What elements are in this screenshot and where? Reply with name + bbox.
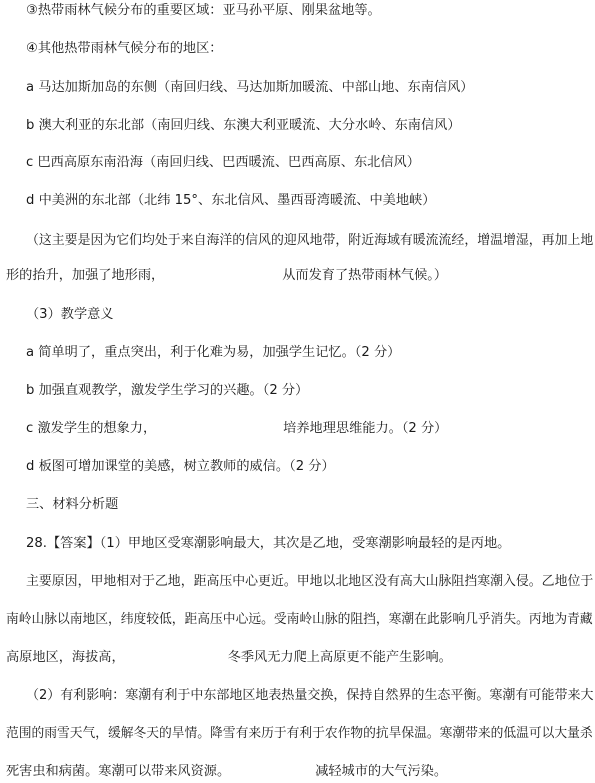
text-fragment: 死害虫和病菌。寒潮可以带来风资源。 xyxy=(6,764,231,779)
text-line-12 xyxy=(26,420,447,438)
text-fragment: 减轻城市的大气污染。 xyxy=(315,764,448,779)
text-line-19: （2）有利影响：寒潮有利于中东部地区地表热量交换，保持自然界的生态平衡。寒潮有可能带来大 xyxy=(26,688,594,703)
text-line-20: 范围的雨雪天气，缓解冬天的旱情。降雪有来历于有利于农作物的抗旱保温。寒潮带来的低温可以大量杀 xyxy=(6,726,593,741)
text-line-7: （这主要是因为它们均处于来自海洋的信风的迎风地带，附近海域有暖流流经，增温增湿，再加上地 xyxy=(26,233,594,248)
text-fragment: 冬季风无力爬上高原更不能产生影响。 xyxy=(227,650,452,665)
text-line-17: 南岭山脉以南地区，纬度较低，距高压中心远。受南岭山脉的阻挡，寒潮在此影响几乎消失。丙地为青藏 xyxy=(6,612,593,627)
text-line-2: ④其他热带雨林气候分布的地区： xyxy=(26,41,223,56)
text-fragment: 从而发育了热带雨林气候。） xyxy=(282,268,448,283)
text-line-18 xyxy=(6,649,452,667)
text-fragment: 形的抬升，加强了地形雨， xyxy=(6,268,165,283)
text-line-5: c 巴西高原东南沿海（南回归线、巴西暖流、巴西高原、东北信风） xyxy=(26,155,420,170)
text-line-8 xyxy=(6,267,447,285)
text-fragment: 培养地理思维能力。（2 分） xyxy=(283,421,448,436)
text-fragment: 高原地区，海拔高， xyxy=(6,650,125,665)
text-line-16: 主要原因，甲地相对于乙地，距高压中心更近。甲地以北地区没有高大山脉阻挡寒潮入侵。乙地位于 xyxy=(26,574,594,589)
text-line-3: a 马达加斯加岛的东侧（南回归线、马达加斯加暖流、中部山地、东南信风） xyxy=(26,80,474,95)
text-line-13: d 板图可增加课堂的美感，树立教师的威信。（2 分） xyxy=(26,459,335,474)
text-line-6: d 中美洲的东北部（北纬 15°、东北信风、墨西哥湾暖流、中美地峡） xyxy=(26,193,436,208)
text-fragment: c 激发学生的想象力， xyxy=(26,421,157,436)
text-line-1: ③热带雨林气候分布的重要区域：亚马孙平原、刚果盆地等。 xyxy=(26,3,381,18)
text-line-14: 三、材料分析题 xyxy=(26,497,119,512)
text-line-9: （3）教学意义 xyxy=(26,307,114,322)
text-line-11: b 加强直观教学，激发学生学习的兴趣。（2 分） xyxy=(26,383,309,398)
text-line-15: 28.【答案】（1）甲地区受寒潮影响最大，其次是乙地，受寒潮影响最轻的是丙地。 xyxy=(26,536,511,551)
text-line-21 xyxy=(6,763,447,781)
text-line-10: a 简单明了，重点突出，利于化难为易，加强学生记忆。（2 分） xyxy=(26,345,401,360)
text-line-4: b 澳大利亚的东北部（南回归线、东澳大利亚暖流、大分水岭、东南信风） xyxy=(26,118,461,133)
